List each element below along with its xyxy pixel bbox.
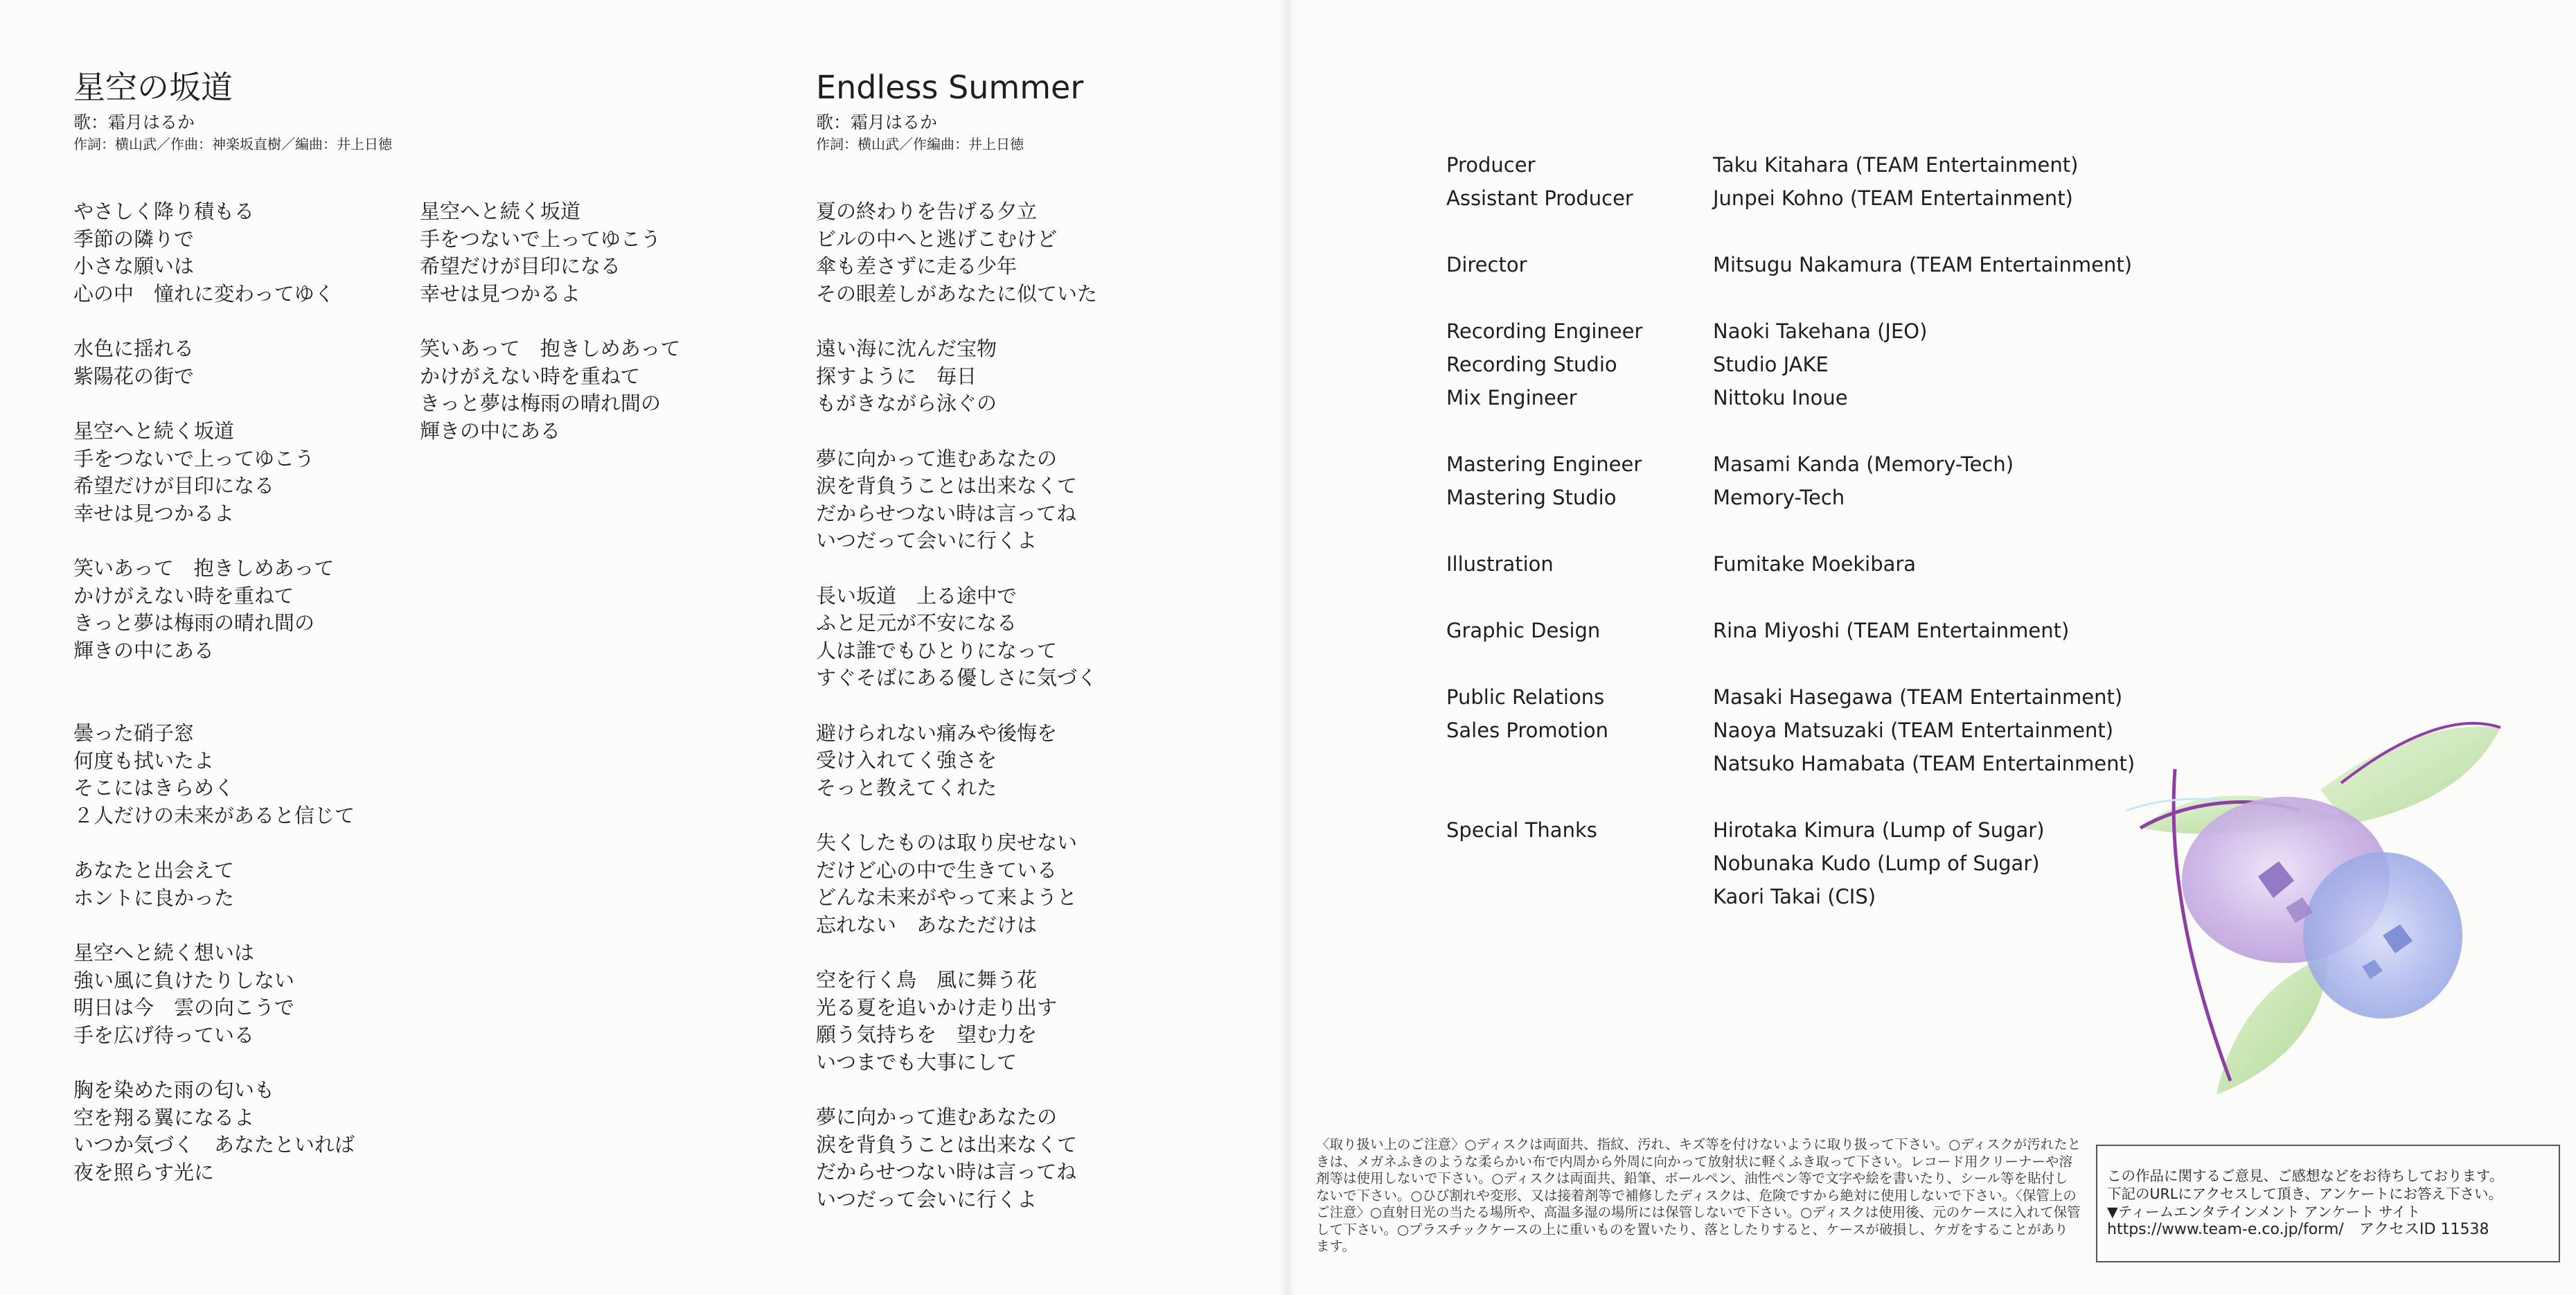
- credit-row: [1446, 680, 2135, 714]
- credit-name: Masami Kanda (Memory-Tech): [1713, 452, 2014, 476]
- lyric-line: 忘れない あなただけは: [816, 913, 1038, 937]
- credit-group: [1446, 547, 2135, 581]
- lyric-line: ホントに良かった: [73, 886, 235, 910]
- credit-row: [1446, 381, 2135, 414]
- credit-role: Illustration: [1446, 552, 1554, 576]
- lyric-line: そこにはきらめく: [73, 776, 235, 800]
- lyric-line: 空を行く鳥 風に舞う花: [816, 968, 1038, 992]
- lyric-line: 強い風に負けたりしない: [73, 968, 295, 992]
- credit-row: [1446, 813, 2135, 847]
- lyric-line: 手をつないで上ってゆこう: [73, 446, 315, 470]
- staff-credits: [1446, 148, 2135, 946]
- song2-header: [816, 67, 1083, 154]
- credit-name: Mitsugu Nakamura (TEAM Entertainment): [1713, 253, 2133, 276]
- lyric-line: どんな未来がやって来ようと: [816, 886, 1078, 909]
- song2-singer: 歌：霜月はるか: [816, 112, 938, 132]
- credit-row: [1446, 614, 2135, 647]
- credit-name: Studio JAKE: [1713, 353, 1829, 376]
- credit-name: Junpei Kohno (TEAM Entertainment): [1713, 186, 2073, 210]
- credit-role: Mastering Studio: [1446, 486, 1617, 509]
- lyric-line: ビルの中へと逃げこむけど: [816, 227, 1058, 251]
- lyric-line: 涙を背負うことは出来なくて: [816, 474, 1078, 497]
- credit-role: Assistant Producer: [1446, 186, 1633, 210]
- song2-lyrics-column: [816, 198, 1097, 1241]
- credit-row: [1446, 448, 2135, 481]
- lyric-stanza: [420, 335, 680, 445]
- credit-name: Naoya Matsuzaki (TEAM Entertainment): [1713, 719, 2114, 742]
- song1-credits: 作詞：横山武／作曲：神楽坂直樹／編曲：井上日徳: [73, 136, 392, 152]
- lyric-line: いつだって会いに行くよ: [816, 1187, 1038, 1211]
- lyric-line: いつだって会いに行くよ: [816, 529, 1038, 552]
- lyric-line: 星空へと続く坂道: [73, 419, 235, 443]
- lyric-line: 輝きの中にある: [420, 419, 561, 443]
- lyric-line: やさしく降り積もる: [73, 200, 255, 223]
- lyric-stanza: [816, 446, 1097, 555]
- lyric-line: だけど心の中で生きている: [816, 858, 1058, 882]
- lyric-stanza: [73, 1077, 355, 1186]
- credit-row: [1446, 348, 2135, 381]
- lyric-line: 幸せは見つかるよ: [420, 281, 581, 306]
- lyric-line: 希望だけが目印になる: [73, 474, 275, 497]
- lyric-line: 水色に揺れる: [73, 337, 195, 360]
- credit-role: Recording Studio: [1446, 353, 1617, 376]
- song1-lyrics-column-2: [420, 198, 680, 473]
- credit-group: [1446, 448, 2135, 514]
- credit-name: Natsuko Hamabata (TEAM Entertainment): [1713, 752, 2135, 775]
- survey-line-2: 下記のURLにアクセスして頂き、アンケートにお答え下さい。: [2107, 1186, 2503, 1202]
- song1-singer: 歌：霜月はるか: [73, 112, 195, 132]
- lyric-line: いつまでも大事にして: [816, 1050, 1018, 1074]
- credit-row: [1446, 148, 2135, 182]
- credit-group: [1446, 248, 2135, 281]
- survey-url: https://www.team-e.co.jp/form/ アクセスID 11538: [2107, 1221, 2489, 1238]
- lyric-line: 笑いあって 抱きしめあって: [73, 556, 335, 580]
- lyric-line: その眼差しがあなたに似ていた: [816, 281, 1098, 306]
- lyric-line: あなたと出会えて: [73, 858, 235, 882]
- credit-role: Recording Engineer: [1446, 319, 1643, 343]
- lyric-line: 曇った硝子窓: [73, 721, 195, 745]
- credit-row: [1446, 248, 2135, 281]
- lyric-stanza: [73, 555, 355, 664]
- credit-name: Rina Miyoshi (TEAM Entertainment): [1713, 619, 2070, 642]
- lyric-line: 希望だけが目印になる: [420, 254, 621, 278]
- lyric-line: 夏の終わりを告げる夕立: [816, 200, 1038, 223]
- credit-name: Hirotaka Kimura (Lump of Sugar): [1713, 818, 2045, 842]
- song2-title: Endless Summer: [816, 69, 1084, 106]
- lyric-line: だからせつない時は言ってね: [816, 1160, 1077, 1183]
- lyric-line: 明日は今 雲の向こうで: [73, 996, 295, 1019]
- credit-name: Masaki Hasegawa (TEAM Entertainment): [1713, 685, 2123, 709]
- lyric-line: 小さな願いは: [73, 254, 195, 278]
- lyric-stanza: [816, 198, 1097, 308]
- lyric-line: かけがえない時を重ねて: [420, 364, 641, 388]
- lyric-line: そっと教えてくれた: [816, 775, 997, 800]
- song1-title: 星空の坂道: [73, 69, 233, 106]
- credit-row: [1446, 847, 2135, 880]
- lyric-line: 空を翔る翼になるよ: [73, 1105, 255, 1129]
- lyric-stanza: [73, 335, 355, 390]
- lyric-line: ２人だけの未来があると信じて: [73, 803, 355, 827]
- lyric-stanza: [73, 720, 355, 829]
- lyric-line: 胸を染めた雨の匂いも: [73, 1078, 275, 1102]
- lyric-stanza: [73, 418, 355, 527]
- lyric-line: かけがえない時を重ねて: [73, 583, 294, 608]
- credit-role: Special Thanks: [1446, 818, 1597, 842]
- lyric-line: 手をつないで上ってゆこう: [420, 227, 661, 251]
- credit-name: Nobunaka Kudo (Lump of Sugar): [1713, 852, 2040, 875]
- lyric-line: 探すように 毎日: [816, 364, 977, 388]
- lyric-line: もがきながら泳ぐの: [816, 391, 997, 415]
- survey-line-3: ▼ティームエンタテインメント アンケート サイト: [2107, 1204, 2421, 1220]
- credit-name: Fumitake Moekibara: [1713, 552, 1917, 576]
- lyric-stanza: [73, 198, 355, 308]
- lyric-line: 心の中 憧れに変わってゆく: [73, 281, 335, 306]
- credit-name: Naoki Takehana (JEO): [1713, 319, 1928, 343]
- credit-row: [1446, 880, 2135, 913]
- credit-role: Mastering Engineer: [1446, 452, 1642, 476]
- lyric-line: 長い坂道 上る途中で: [816, 583, 1018, 608]
- credit-group: [1446, 148, 2135, 215]
- survey-box: [2096, 1145, 2560, 1262]
- lyric-line: 幸せは見つかるよ: [73, 501, 235, 525]
- lyric-line: 夢に向かって進むあなたの: [816, 1105, 1058, 1129]
- lyric-line: 涙を背負うことは出来なくて: [816, 1132, 1078, 1156]
- lyric-line: 星空へと続く坂道: [420, 200, 581, 223]
- lyric-stanza: [816, 583, 1097, 692]
- lyric-line: 笑いあって 抱きしめあって: [420, 337, 681, 360]
- lyric-line: いつか気づく あなたといれば: [73, 1133, 355, 1156]
- lyric-line: 星空へと続く想いは: [73, 941, 255, 964]
- credit-group: [1446, 813, 2135, 913]
- lyric-line: 人は誰でもひとりになって: [816, 638, 1058, 662]
- credit-name: Nittoku Inoue: [1713, 386, 1848, 409]
- credit-row: [1446, 714, 2135, 747]
- lyric-stanza: [816, 1104, 1097, 1213]
- credit-role: Graphic Design: [1446, 619, 1601, 642]
- credit-role: Producer: [1446, 153, 1536, 177]
- lyric-line: 夢に向かって進むあなたの: [816, 446, 1058, 470]
- credit-row: [1446, 481, 2135, 514]
- handling-notes: 〈取り扱い上のご注意〉○ディスクは両面共、指紋、汚れ、キズ等を付けないように取り扱って下さい。○ディスクが汚れたときは、メガネふきのような柔らかい布で内周から外周に向かって放射状に軽くふき取って下さい。レコード用クリーナーや溶剤等は使用しないで下さい。○ディスクは両面共、鉛筆、ボールペン、油性ペン等で文字や絵を書いたり、シール等を貼付しないで下さい。○ひび割れや変形、又は接着剤等で補修したディスクは、危険ですから絶対に使用しないで下さい。〈保管上のご注意〉○直射日光の当たる場所や、高温多湿の場所には保管しないで下さい。○ディスクは使用後、元のケースに入れて保管して下さい。○プラスチックケースの上に重いものを置いたり、落としたりすると、ケースが破損し、ケガをすることがあります。: [1316, 1136, 2081, 1254]
- credit-name: Memory-Tech: [1713, 486, 1845, 509]
- lyric-line: 夜を照らす光に: [73, 1160, 215, 1184]
- lyric-stanza: [816, 829, 1097, 939]
- lyric-stanza: [816, 335, 1097, 418]
- lyric-line: 失くしたものは取り戻せない: [816, 831, 1078, 854]
- lyric-line: 季節の隣りで: [73, 227, 195, 251]
- lyric-line: すぐそばにある優しさに気づく: [816, 666, 1098, 689]
- lyric-line: 受け入れてく強さを: [816, 748, 997, 772]
- lyric-line: 紫陽花の街で: [73, 364, 195, 388]
- lyric-line: 遠い海に沈んだ宝物: [816, 337, 997, 360]
- lyric-stanza: [73, 857, 355, 912]
- lyric-line: きっと夢は梅雨の晴れ間の: [73, 611, 315, 635]
- lyric-line: きっと夢は梅雨の晴れ間の: [420, 391, 661, 415]
- booklet-fold: [1279, 0, 1297, 1295]
- lyric-line: 何度も拭いたよ: [73, 748, 215, 773]
- credit-row: [1446, 547, 2135, 581]
- lyric-stanza: [816, 720, 1097, 802]
- lyric-line: 避けられない痛みや後悔を: [816, 721, 1058, 745]
- credit-name: Kaori Takai (CIS): [1713, 885, 1876, 908]
- credit-role: Mix Engineer: [1446, 386, 1577, 409]
- lyric-line: 傘も差さずに走る少年: [816, 254, 1018, 278]
- credit-role: Sales Promotion: [1446, 719, 1608, 742]
- lyric-line: 輝きの中にある: [73, 638, 215, 662]
- credit-row: [1446, 315, 2135, 348]
- lyric-stanza: [73, 940, 355, 1049]
- lyric-line: 光る夏を追いかけ走り出す: [816, 995, 1058, 1019]
- song2-credits: 作詞：横山武／作編曲：井上日徳: [816, 136, 1024, 152]
- lyric-line: 手を広げ待っている: [73, 1023, 255, 1047]
- hydrangea-illustration: [2113, 707, 2542, 1122]
- credit-row: [1446, 747, 2135, 780]
- song1-header: [73, 67, 392, 154]
- credit-role: Public Relations: [1446, 685, 1605, 709]
- lyric-stanza: [420, 198, 680, 308]
- credit-row: [1446, 182, 2135, 215]
- credit-group: [1446, 680, 2135, 780]
- lyric-line: だからせつない時は言ってね: [816, 501, 1077, 525]
- credit-role: Director: [1446, 253, 1527, 276]
- lyric-line: ふと足元が不安になる: [816, 611, 1018, 635]
- survey-line-1: この作品に関するご意見、ご感想などをお待ちしております。: [2107, 1168, 2504, 1184]
- song1-lyrics-column-1: [73, 198, 355, 1214]
- credit-name: Taku Kitahara (TEAM Entertainment): [1713, 153, 2079, 177]
- lyric-line: 願う気持ちを 望む力を: [816, 1023, 1038, 1046]
- credit-group: [1446, 614, 2135, 647]
- lyric-stanza: [816, 967, 1097, 1076]
- credit-group: [1446, 315, 2135, 414]
